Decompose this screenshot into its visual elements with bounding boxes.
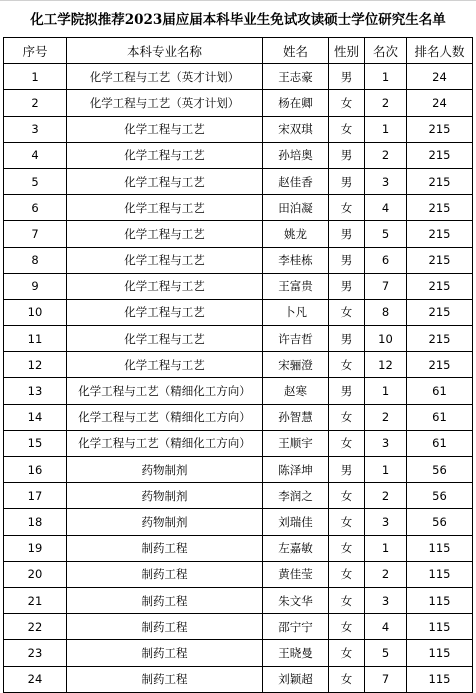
cell-rank: 4 (365, 614, 407, 640)
cell-index: 7 (4, 221, 67, 247)
cell-total: 215 (407, 299, 473, 325)
cell-name: 王志豪 (263, 64, 329, 90)
cell-name: 王晓曼 (263, 640, 329, 666)
header-gender: 性别 (329, 38, 365, 64)
table-row (4, 404, 473, 430)
cell-gender: 女 (329, 352, 365, 378)
cell-major: 制药工程 (67, 587, 263, 613)
candidate-table (3, 37, 473, 693)
cell-index: 20 (4, 561, 67, 587)
cell-major: 化学工程与工艺 (67, 326, 263, 352)
cell-index: 19 (4, 535, 67, 561)
cell-major: 制药工程 (67, 666, 263, 692)
cell-index: 3 (4, 116, 67, 142)
cell-major: 化学工程与工艺 (67, 221, 263, 247)
cell-major: 制药工程 (67, 561, 263, 587)
cell-rank: 10 (365, 326, 407, 352)
cell-index: 2 (4, 90, 67, 116)
cell-name: 王顺宇 (263, 430, 329, 456)
cell-gender: 女 (329, 535, 365, 561)
cell-index: 15 (4, 430, 67, 456)
cell-index: 22 (4, 614, 67, 640)
cell-major: 化学工程与工艺 (67, 247, 263, 273)
cell-name: 刘颖超 (263, 666, 329, 692)
table-row (4, 273, 473, 299)
cell-gender: 男 (329, 378, 365, 404)
cell-total: 215 (407, 116, 473, 142)
cell-index: 6 (4, 195, 67, 221)
cell-rank: 4 (365, 195, 407, 221)
cell-major: 化学工程与工艺 (67, 195, 263, 221)
cell-major: 化学工程与工艺（精细化工方向） (67, 404, 263, 430)
table-row (4, 195, 473, 221)
table-row (4, 352, 473, 378)
cell-total: 24 (407, 90, 473, 116)
cell-total: 61 (407, 378, 473, 404)
cell-gender: 女 (329, 404, 365, 430)
cell-major: 化学工程与工艺 (67, 273, 263, 299)
cell-major: 化学工程与工艺（精细化工方向） (67, 378, 263, 404)
cell-total: 61 (407, 404, 473, 430)
cell-total: 115 (407, 535, 473, 561)
table-row (4, 561, 473, 587)
cell-rank: 12 (365, 352, 407, 378)
cell-total: 56 (407, 457, 473, 483)
cell-name: 刘瑞佳 (263, 509, 329, 535)
table-row (4, 116, 473, 142)
cell-major: 药物制剂 (67, 509, 263, 535)
cell-rank: 7 (365, 666, 407, 692)
header-index: 序号 (4, 38, 67, 64)
header-rank: 名次 (365, 38, 407, 64)
table-row (4, 535, 473, 561)
cell-major: 药物制剂 (67, 457, 263, 483)
cell-name: 邵宁宁 (263, 614, 329, 640)
cell-total: 115 (407, 587, 473, 613)
cell-rank: 2 (365, 483, 407, 509)
cell-name: 杨在卿 (263, 90, 329, 116)
cell-rank: 7 (365, 273, 407, 299)
cell-index: 21 (4, 587, 67, 613)
cell-rank: 8 (365, 299, 407, 325)
cell-total: 115 (407, 666, 473, 692)
cell-total: 215 (407, 326, 473, 352)
cell-major: 化学工程与工艺 (67, 168, 263, 194)
cell-total: 115 (407, 614, 473, 640)
cell-major: 制药工程 (67, 535, 263, 561)
table-row (4, 247, 473, 273)
table-row (4, 378, 473, 404)
table-row (4, 666, 473, 692)
cell-rank: 1 (365, 535, 407, 561)
cell-gender: 女 (329, 90, 365, 116)
cell-rank: 3 (365, 509, 407, 535)
cell-name: 姚龙 (263, 221, 329, 247)
cell-gender: 男 (329, 168, 365, 194)
cell-major: 药物制剂 (67, 483, 263, 509)
header-major: 本科专业名称 (67, 38, 263, 64)
cell-gender: 女 (329, 666, 365, 692)
header-total: 排名人数 (407, 38, 473, 64)
cell-name: 黄佳莹 (263, 561, 329, 587)
cell-name: 卜凡 (263, 299, 329, 325)
cell-rank: 5 (365, 221, 407, 247)
cell-major: 化学工程与工艺 (67, 116, 263, 142)
cell-index: 13 (4, 378, 67, 404)
table-row (4, 640, 473, 666)
cell-gender: 女 (329, 195, 365, 221)
cell-index: 8 (4, 247, 67, 273)
cell-rank: 1 (365, 116, 407, 142)
cell-gender: 男 (329, 457, 365, 483)
cell-total: 215 (407, 247, 473, 273)
cell-total: 215 (407, 352, 473, 378)
cell-index: 14 (4, 404, 67, 430)
cell-total: 215 (407, 221, 473, 247)
cell-index: 17 (4, 483, 67, 509)
cell-name: 朱文华 (263, 587, 329, 613)
cell-rank: 2 (365, 561, 407, 587)
table-body (4, 64, 473, 693)
table-row (4, 614, 473, 640)
cell-name: 许吉哲 (263, 326, 329, 352)
cell-index: 5 (4, 168, 67, 194)
cell-gender: 男 (329, 247, 365, 273)
cell-rank: 1 (365, 378, 407, 404)
cell-major: 化学工程与工艺 (67, 142, 263, 168)
cell-name: 李润之 (263, 483, 329, 509)
cell-gender: 女 (329, 640, 365, 666)
cell-total: 61 (407, 430, 473, 456)
cell-total: 215 (407, 195, 473, 221)
cell-name: 左嘉敏 (263, 535, 329, 561)
page-title: 化工学院拟推荐2023届应届本科毕业生免试攻读硕士学位研究生名单 (30, 12, 446, 28)
table-row (4, 90, 473, 116)
cell-major: 化学工程与工艺 (67, 299, 263, 325)
table-row (4, 142, 473, 168)
cell-total: 215 (407, 168, 473, 194)
cell-name: 孙培奥 (263, 142, 329, 168)
cell-gender: 女 (329, 587, 365, 613)
cell-name: 赵寒 (263, 378, 329, 404)
cell-name: 孙智慧 (263, 404, 329, 430)
table-row (4, 509, 473, 535)
cell-major: 制药工程 (67, 640, 263, 666)
cell-total: 24 (407, 64, 473, 90)
cell-total: 215 (407, 142, 473, 168)
sheet-top-border (0, 0, 476, 1)
cell-rank: 5 (365, 640, 407, 666)
cell-rank: 1 (365, 64, 407, 90)
cell-rank: 2 (365, 404, 407, 430)
cell-major: 化学工程与工艺 (67, 352, 263, 378)
cell-rank: 2 (365, 90, 407, 116)
table-row (4, 299, 473, 325)
cell-index: 18 (4, 509, 67, 535)
table-row (4, 64, 473, 90)
table-row (4, 457, 473, 483)
cell-name: 王富贵 (263, 273, 329, 299)
cell-index: 4 (4, 142, 67, 168)
cell-rank: 6 (365, 247, 407, 273)
cell-rank: 3 (365, 430, 407, 456)
cell-gender: 女 (329, 509, 365, 535)
cell-index: 23 (4, 640, 67, 666)
cell-name: 宋骊澄 (263, 352, 329, 378)
table-header-row (4, 38, 473, 64)
cell-gender: 男 (329, 142, 365, 168)
cell-gender: 女 (329, 614, 365, 640)
table-row (4, 587, 473, 613)
cell-gender: 女 (329, 561, 365, 587)
cell-name: 赵佳香 (263, 168, 329, 194)
cell-gender: 男 (329, 64, 365, 90)
cell-index: 11 (4, 326, 67, 352)
cell-total: 56 (407, 509, 473, 535)
cell-index: 24 (4, 666, 67, 692)
cell-index: 12 (4, 352, 67, 378)
table-row (4, 168, 473, 194)
cell-gender: 男 (329, 221, 365, 247)
table-row (4, 326, 473, 352)
cell-rank: 1 (365, 457, 407, 483)
table-row (4, 483, 473, 509)
cell-rank: 2 (365, 142, 407, 168)
cell-name: 宋双琪 (263, 116, 329, 142)
cell-total: 115 (407, 561, 473, 587)
cell-name: 陈泽坤 (263, 457, 329, 483)
cell-gender: 男 (329, 273, 365, 299)
cell-total: 115 (407, 640, 473, 666)
cell-gender: 女 (329, 299, 365, 325)
cell-index: 10 (4, 299, 67, 325)
cell-major: 化学工程与工艺（精细化工方向） (67, 430, 263, 456)
cell-major: 化学工程与工艺（英才计划） (67, 90, 263, 116)
cell-gender: 女 (329, 430, 365, 456)
header-name: 姓名 (263, 38, 329, 64)
cell-index: 1 (4, 64, 67, 90)
cell-index: 16 (4, 457, 67, 483)
cell-total: 56 (407, 483, 473, 509)
table-row (4, 221, 473, 247)
cell-major: 化学工程与工艺（英才计划） (67, 64, 263, 90)
cell-rank: 3 (365, 168, 407, 194)
cell-rank: 3 (365, 587, 407, 613)
cell-gender: 女 (329, 483, 365, 509)
cell-major: 制药工程 (67, 614, 263, 640)
cell-name: 李桂栋 (263, 247, 329, 273)
cell-gender: 女 (329, 116, 365, 142)
table-row (4, 430, 473, 456)
cell-name: 田泊凝 (263, 195, 329, 221)
cell-total: 215 (407, 273, 473, 299)
cell-index: 9 (4, 273, 67, 299)
cell-gender: 男 (329, 326, 365, 352)
